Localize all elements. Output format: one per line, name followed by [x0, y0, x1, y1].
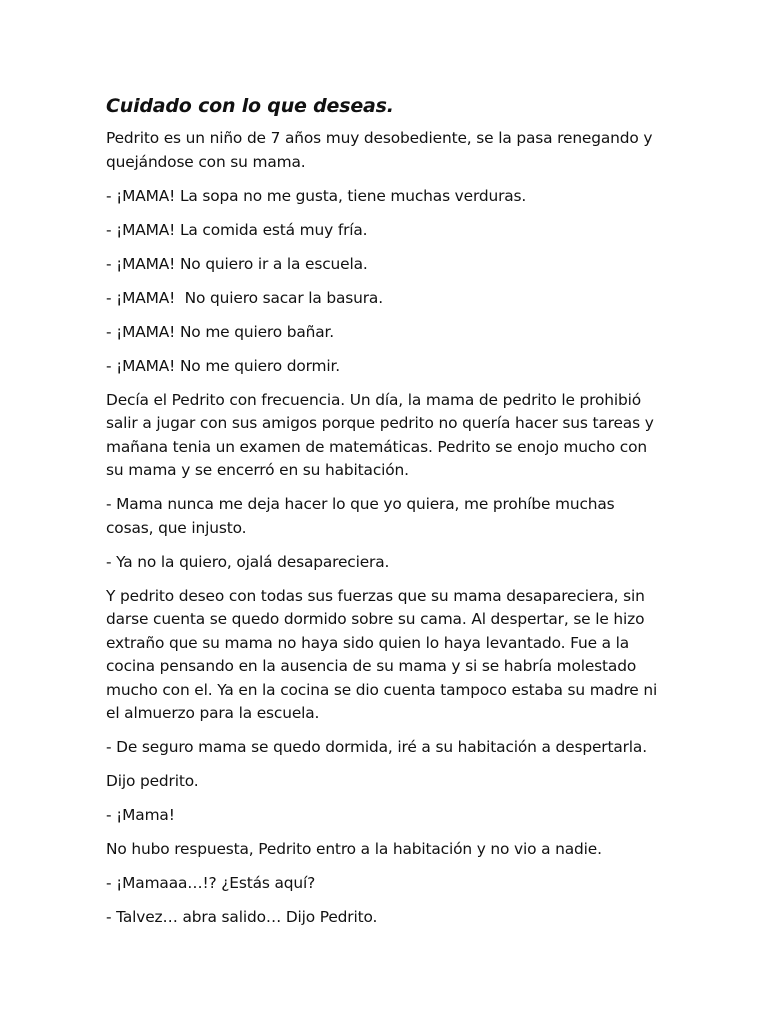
paragraph: - De seguro mama se quedo dormida, iré a su habitación a despertarla.: [106, 738, 647, 756]
paragraph: - Ya no la quiero, ojalá desapareciera.: [106, 552, 390, 571]
paragraph: - Mama nunca me deja hacer lo que yo quiera, me prohíbe muchas cosas, que injusto.: [106, 495, 615, 537]
paragraph: - ¡MAMA! No quiero sacar la basura.: [106, 288, 383, 307]
paragraph: Dijo pedrito.: [106, 772, 199, 790]
paragraph: No hubo respuesta, Pedrito entro a la habitación y no vio a nadie.: [106, 840, 602, 858]
paragraph: Pedrito es un niño de 7 años muy desobediente, se la pasa renegando y quejándose con su mama.: [106, 129, 653, 171]
paragraph: - ¡MAMA! No quiero ir a la escuela.: [106, 254, 368, 273]
paragraph: - ¡MAMA! No me quiero bañar.: [106, 322, 335, 341]
paragraph: Y pedrito deseo con todas sus fuerzas que su mama desapareciera, sin darse cuenta se quedo dormido sobre su cama. Al despertar, se le hizo extraño que su mama no haya sido quien lo haya levantado. Fue a la cocina pensando en la ausencia de su mama y si se habría molestado mucho con el. Ya en la cocina se dio cuenta tampoco estaba su madre ni el almuerzo para la escuela.: [106, 586, 658, 722]
paragraph: - ¡Mamaaa…!? ¿Estás aquí?: [106, 874, 316, 892]
paragraph: - ¡Mama!: [106, 806, 175, 824]
paragraph: - ¡MAMA! La sopa no me gusta, tiene muchas verduras.: [106, 186, 527, 205]
paragraph: Decía el Pedrito con frecuencia. Un día, la mama de pedrito le prohibió salir a jugar con sus amigos porque pedrito no quería hacer sus tareas y mañana tenia un examen de matemáticas. Pedrito se enojo mucho con su mama y se encerró en su habitación.: [106, 390, 654, 479]
document-title: Cuidado con lo que deseas.: [106, 95, 394, 117]
paragraph: - ¡MAMA! La comida está muy fría.: [106, 220, 368, 239]
document-body: [106, 92, 666, 940]
paragraph: - Talvez… abra salido… Dijo Pedrito.: [106, 908, 378, 926]
paragraph: - ¡MAMA! No me quiero dormir.: [106, 356, 341, 375]
